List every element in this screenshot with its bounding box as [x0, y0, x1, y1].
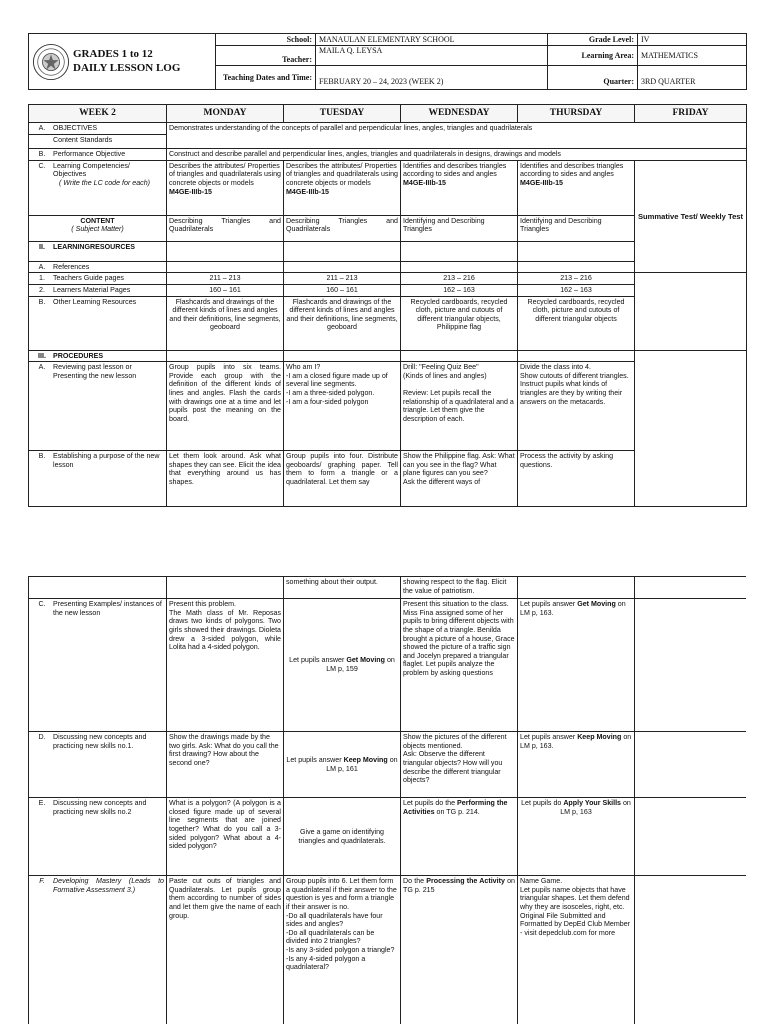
lesson-table: [28, 104, 746, 507]
grade-value: IV: [638, 34, 747, 46]
cell-text: Give a game on identifying triangles and quadrilaterals.: [284, 798, 401, 876]
row-learning-resources: II. LEARNINGRESOURCES: [29, 241, 747, 261]
dates-value: FEBRUARY 20 – 24, 2023 (WEEK 2): [316, 66, 548, 90]
performance-text: Construct and describe parallel and perpendicular lines, angles, triangles and quadrilaterals in designs, drawings and models: [167, 149, 747, 161]
cell-text: Flashcards and drawings of the different kinds of lines and angles and their definitions, line segments, geoboard: [167, 296, 284, 350]
row-label: PROCEDURES: [53, 351, 104, 360]
cell-text: Group pupils into four. Distribute geoboards/ graphing paper. Tell them to form a triangle or a quadrilateral. Let them say: [284, 451, 401, 507]
row-label: Presenting Examples/ instances of the new lesson: [53, 600, 162, 617]
row-continued: [29, 577, 747, 599]
row-discussing-2: E. Discussing new concepts and practicing new skills no.2 What is a polygon? (A polygon is a closed figure made up of several line segments that are joined together? What do you call a 3-sided polygon? What about a 4-sided polygon? Give a game on identifying triangles and quadrilaterals. Let pupils do the Performing the Activities on TG p. 214. Let pupils do Apply Your Skills on LM p, 163: [29, 798, 747, 876]
row-presenting: C. Presenting Examples/ instances of the new lesson Present this problem. The Math class of Mr. Reposas draws two kinds of polygons. Two girls showed their drawings. Dioleta drew a 3-sided polygon, while Lolita had a 4-sided polygon. Let pupils answer Get Moving on LM p, 159 Present this situation to the class. Miss Fina assigned some of her pupils to bring different objects with the shape of a triangle. Benilda brought a picture of a house, Grace showed the picture of a traffic sign and Jocelyn prepared a triangular flaglet. Let pupils analyze the problem by asking questions Let pupils answer Get Moving on LM p, 163.: [29, 599, 747, 732]
row-tg-pages: 1. Teachers Guide pages 211 – 213 211 – 213 213 – 216 213 – 216: [29, 273, 747, 285]
dates-label: Teaching Dates and Time:: [216, 66, 316, 90]
cell-text: Present this problem. The Math class of Mr. Reposas draws two kinds of polygons. Two girls showed their drawings. Dioleta drew a 3-sided polygon, while Lolita had a 4-sided polygon.: [167, 599, 284, 732]
col-wednesday: WEDNESDAY: [401, 105, 518, 123]
col-tuesday: TUESDAY: [284, 105, 401, 123]
activity-name: Get Moving: [577, 600, 616, 608]
content-note: ( Subject Matter): [71, 225, 124, 234]
activity-name: Performing the Activities: [403, 799, 508, 816]
cell-text: showing respect to the flag. Elicit the value of patriotism.: [401, 577, 518, 599]
row-label: Learners Material Pages: [53, 285, 131, 294]
cell-text: Describing Triangles and Quadrilaterals: [284, 215, 401, 241]
lc-code: M4GE-IIIb-15: [403, 178, 446, 187]
row-label: Developing Mastery (Leads to Formative Assessment 3.): [53, 877, 164, 894]
row-label: OBJECTIVES: [53, 124, 98, 132]
content-standards-text: Demonstrates understanding of the concepts of parallel and perpendicular lines, angles, triangles and quadrilaterals: [167, 123, 747, 149]
lc-note: ( Write the LC code for each): [58, 178, 151, 187]
cell-text: Show the Philippine flag. Ask: What can you see in the flag? What plane figures can you see? Ask the different ways of: [401, 451, 518, 507]
cell-text: Paste cut outs of triangles and Quadrilaterals. Let pupils group them according to number of sides and let them give the name of each group.: [167, 876, 284, 1024]
header-brand: [29, 34, 216, 90]
row-purpose: B. Establishing a purpose of the new lesson Let them look around. Ask what shapes they can see. Elicit the idea that everything around us has shapes. Group pupils into four. Distribute geoboards/ graphing paper. Tell them to form a triangle or a quadrilateral. Let them say Show the Philippine flag. Ask: What can you see in the flag? What plane figures can you see? Ask the different ways of Process the activity by asking questions.: [29, 451, 747, 507]
cell-text: Identifies and describes triangles according to sides and angles: [403, 161, 507, 179]
cell-text: 211 – 213: [284, 273, 401, 285]
cell-text: 160 – 161: [284, 284, 401, 296]
cell-text: Recycled cardboards, recycled cloth, picture and cutouts of different triangular objects, Philippine flag: [401, 296, 518, 350]
row-label: LEARNINGRESOURCES: [53, 242, 135, 251]
cell-text: What is a polygon? (A polygon is a closed figure made up of several line segments that are joined together? What do you call a 3-sided polygon? What about a 4-sided polygon?: [167, 798, 284, 876]
row-label: Learning Competencies/ Objectives: [53, 161, 130, 179]
grade-label: Grade Level:: [548, 34, 638, 46]
col-week: WEEK 2: [29, 105, 167, 123]
quarter-label: Quarter:: [548, 66, 638, 90]
col-monday: MONDAY: [167, 105, 284, 123]
row-label: References: [53, 262, 90, 271]
row-competencies: C. Learning Competencies/ Objectives ( Write the LC code for each) Describes the attributes/ Properties of triangles and quadrilaterals using concrete objects or models M4GE-IIIb-15 Describes the attributes/ Properties of triangles and quadrilaterals using concrete objects or models M4GE-IIIb-15 Identifies and describes triangles according to sides and angles M4GE-IIIb-15 Identifies and describes triangles according to sides and angles M4GE-IIIb-15 Summative Test/ Weekly Test: [29, 160, 747, 215]
cell-text: Show the drawings made by the two girls. Ask: What do you call the first drawing? How about the second one?: [167, 732, 284, 798]
lesson-table-continued: [28, 576, 746, 1024]
row-label: Reviewing past lesson or Presenting the new lesson: [53, 363, 137, 380]
header-title-line2: DAILY LESSON LOG: [73, 61, 181, 74]
row-discussing-1: D. Discussing new concepts and practicing new skills no.1. Show the drawings made by the two girls. Ask: What do you call the first drawing? How about the second one? Let pupils answer Keep Moving on LM p, 161 Show the pictures of the different objects mentioned. Ask: Observe the different triangular objects? How will you describe the different triangular objects? Let pupils answer Keep Moving on LM p, 163.: [29, 732, 747, 798]
cell-text: 162 – 163: [401, 284, 518, 296]
activity-name: Processing the Activity: [426, 877, 505, 885]
row-lm-pages: 2. Learners Material Pages 160 – 161 160 – 161 162 – 163 162 – 163: [29, 284, 747, 296]
cell-text: Group pupils into six teams. Provide each group with the definition of the different kinds of lines and angles. Flash the cards with drawings one at a time and let pupils post the meaning on the board.: [167, 362, 284, 451]
cell-text: Divide the class into 4. Show cutouts of different triangles. Instruct pupils what kinds of triangles are they by writing their answers on the metacards.: [518, 362, 635, 451]
row-label: Content Standards: [53, 136, 113, 144]
area-label: Learning Area:: [548, 46, 638, 66]
school-value: MANAULAN ELEMENTARY SCHOOL: [316, 34, 548, 46]
row-performance: B. Performance Objective Construct and describe parallel and perpendicular lines, angles, triangles and quadrilaterals in designs, drawings and models: [29, 149, 747, 161]
teacher-value: MAILA Q. LEYSA: [316, 46, 548, 66]
row-label: Teachers Guide pages: [53, 274, 124, 283]
cell-text: Identifying and Describing Triangles: [518, 215, 635, 241]
cell-text: Present this situation to the class. Miss Fina assigned some of her pupils to bring different objects with the shape of a triangle. Benilda brought a picture of a house, Grace showed the picture of a traffic sign and Jocelyn prepared a triangular flaglet. Let pupils analyze the problem by asking questions: [401, 599, 518, 732]
cell-text: Describes the attributes/ Properties of triangles and quadrilaterals using concrete objects or models: [286, 161, 398, 187]
header: [28, 33, 746, 89]
row-label: Performance Objective: [53, 150, 126, 158]
activity-name: Apply Your Skills: [563, 799, 621, 807]
deped-seal-icon: [32, 43, 70, 81]
cell-text: Show the pictures of the different objects mentioned. Ask: Observe the different triangular objects? How will you describe the different triangular objects?: [401, 732, 518, 798]
row-label: CONTENT: [80, 216, 115, 225]
row-label: Other Learning Resources: [53, 297, 137, 306]
cell-text: Let them look around. Ask what shapes they can see. Elicit the idea that everything around us has shapes.: [167, 451, 284, 507]
cell-text: Identifying and Describing Triangles: [401, 215, 518, 241]
cell-text: Flashcards and drawings of the different kinds of lines and angles and their definitions, line segments, geoboard: [284, 296, 401, 350]
lc-code: M4GE-IIIb-15: [520, 178, 563, 187]
cell-text: 213 – 216: [401, 273, 518, 285]
row-procedures: III. PROCEDURES: [29, 350, 747, 362]
cell-text: Name Game. Let pupils name objects that have triangular shapes. Let them defend why they are isosceles, right, etc. Original File Submitted and Formatted by DepEd Club Member - visit depedclub.com for more: [518, 876, 635, 1024]
cell-text: Who am I? -I am a closed figure made up of several line segments. -I am a three-sided polygon. -I am a four-sided polygon: [284, 362, 401, 451]
cell-text: Describes the attributes/ Properties of triangles and quadrilaterals using concrete objects or models: [169, 161, 281, 187]
column-header-row: [29, 105, 747, 123]
activity-name: Get Moving: [346, 656, 385, 665]
cell-text: Recycled cardboards, recycled cloth, picture and cutouts of different triangular objects: [518, 296, 635, 350]
cell-text: Group pupils into 6. Let them form a quadrilateral if their answer to the question is yes and form a triangle if their answer is no. -Do all quadrilaterals have four sides and angles? -Do all quadrilaterals can be divided into 2 triangles? -Is any 3-sided polygon a triangle? -Is any 4-sided polygon a quadrilateral?: [284, 876, 401, 1024]
friday-summative: Summative Test/ Weekly Test: [635, 160, 747, 273]
row-label: Discussing new concepts and practicing new skills no.1.: [53, 733, 147, 750]
cell-text: something about their output.: [284, 577, 401, 599]
quarter-value: 3RD QUARTER: [638, 66, 747, 90]
row-review: A. Reviewing past lesson or Presenting the new lesson Group pupils into six teams. Provide each group with the definition of the different kinds of lines and angles. Flash the cards with drawings one at a time and let pupils post the meaning on the board. Who am I? -I am a closed figure made up of several line segments. -I am a three-sided polygon. -I am a four-sided polygon Drill: "Feeling Quiz Bee" (Kinds of lines and angles) Review: Let pupils recall the relationship of a quadrilateral and a triangle. Let them give the description of each. Divide the class into 4. Show cutouts of different triangles. Instruct pupils what kinds of triangles are they by writing their answers on the metacards.: [29, 362, 747, 451]
cell-text: Process the activity by asking questions.: [518, 451, 635, 507]
col-thursday: THURSDAY: [518, 105, 635, 123]
teacher-label: Teacher:: [216, 46, 316, 66]
row-references: A. References: [29, 261, 747, 273]
school-label: School:: [216, 34, 316, 46]
row-label: Establishing a purpose of the new lesson: [53, 452, 160, 469]
cell-text: 213 – 216: [518, 273, 635, 285]
cell-text: 160 – 161: [167, 284, 284, 296]
cell-text: 162 – 163: [518, 284, 635, 296]
cell-text: Drill: "Feeling Quiz Bee" (Kinds of lines and angles) Review: Let pupils recall the relationship of a quadrilateral and a triangle. Let them give the description of each.: [401, 362, 518, 451]
row-other-resources: B. Other Learning Resources Flashcards and drawings of the different kinds of lines and angles and their definitions, line segments, geoboard Flashcards and drawings of the different kinds of lines and angles and their definitions, line segments, geoboard Recycled cardboards, recycled cloth, picture and cutouts of different triangular objects, Philippine flag Recycled cardboards, recycled cloth, picture and cutouts of different triangular objects: [29, 296, 747, 350]
area-value: MATHEMATICS: [638, 46, 747, 66]
lc-code: M4GE-IIIb-15: [169, 187, 212, 196]
activity-name: Keep Moving: [577, 733, 622, 741]
activity-name: Keep Moving: [343, 755, 388, 764]
row-label: Discussing new concepts and practicing new skills no.2: [53, 799, 147, 816]
row-objectives: A. OBJECTIVES Demonstrates understanding of the concepts of parallel and perpendicular lines, angles, triangles and quadrilaterals: [29, 123, 747, 135]
col-friday: FRIDAY: [635, 105, 747, 123]
cell-text: Identifies and describes triangles according to sides and angles: [520, 161, 624, 179]
row-mastery: F. Developing Mastery (Leads to Formative Assessment 3.) Paste cut outs of triangles and Quadrilaterals. Let pupils group them according to number of sides and let them give the name of each group. Group pupils into 6. Let them form a quadrilateral if their answer to the question is yes and form a triangle if their answer is no. -Do all quadrilaterals have four sides and angles? -Do all quadrilaterals can be divided into 2 triangles? -Is any 3-sided polygon a triangle? -Is any 4-sided polygon a quadrilateral? Do the Processing the Activity on TG p. 215 Name Game. Let pupils name objects that have triangular shapes. Let them defend why they are isosceles, right, etc. Original File Submitted and Formatted by DepEd Club Member - visit depedclub.com for more: [29, 876, 747, 1024]
lc-code: M4GE-IIIb-15: [286, 187, 329, 196]
header-title-line1: GRADES 1 to 12: [73, 48, 153, 61]
cell-text: 211 – 213: [167, 273, 284, 285]
cell-text: Describing Triangles and Quadrilaterals: [167, 215, 284, 241]
